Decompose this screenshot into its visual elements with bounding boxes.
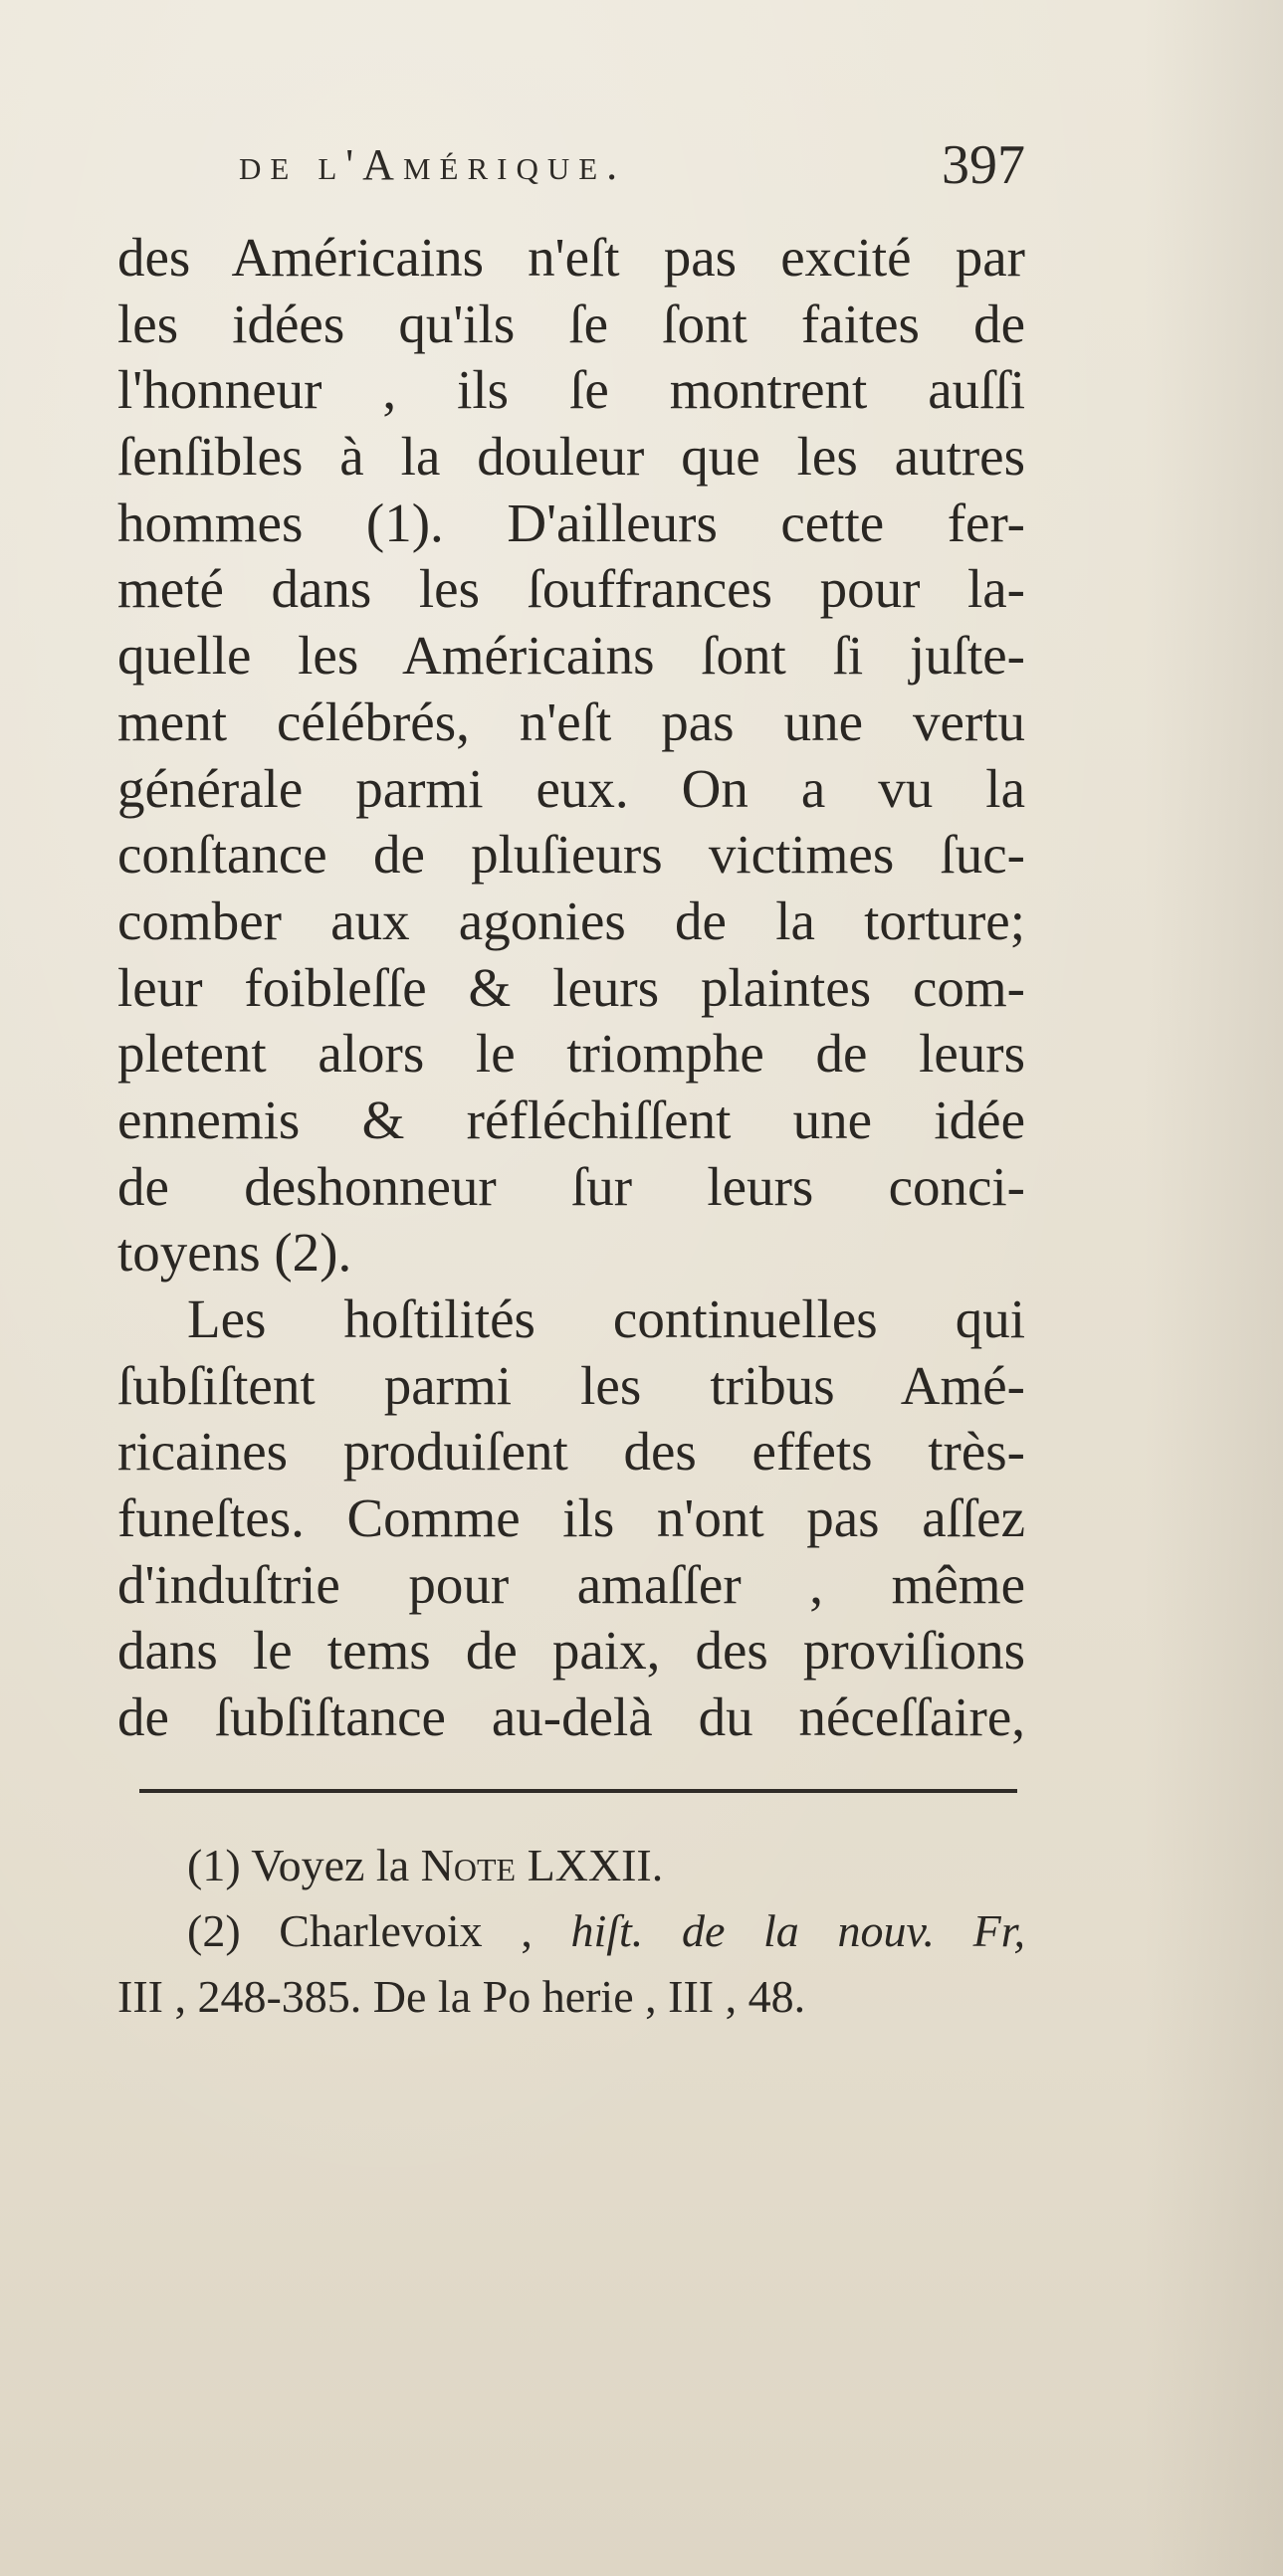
text-line: des Américains n'eſt pas excité par [117, 227, 1025, 288]
text-line: d'induſtrie pour amaſſer , même [117, 1553, 1025, 1615]
text-line: de ſubſiſtance au-delà du néceſſaire, [117, 1686, 1025, 1748]
footnote-1-prefix: (1) Voyez la [187, 1840, 421, 1890]
text-line: ſubſiſtent parmi les tribus Amé- [117, 1354, 1025, 1416]
footnote-divider [139, 1789, 1017, 1793]
page-header [239, 134, 1025, 209]
text-line: générale parmi eux. On a vu la [117, 757, 1025, 819]
text-line: dans le tems de paix, des proviſions [117, 1620, 1025, 1682]
footnote-2-title: hiſt. de la nouv. Fr, [570, 1905, 1025, 1956]
text-line: ment célébrés, n'eſt pas une vertu [117, 691, 1025, 752]
text-line: les idées qu'ils ſe ſont faites de [117, 293, 1025, 354]
text-line: leur foibleſſe & leurs plaintes com- [117, 956, 1025, 1018]
text-line: ſenſibles à la douleur que les autres [117, 426, 1025, 488]
footnote-1 [117, 1833, 1025, 1898]
body-text [117, 225, 1025, 1751]
text-line: funeſtes. Comme ils n'ont pas aſſez [117, 1487, 1025, 1549]
footnote-2-prefix: (2) Charlevoix , [187, 1905, 571, 1956]
footnote-1-note-word: Note [420, 1840, 517, 1890]
page-edge-shadow [1144, 0, 1283, 2576]
text-line: ricaines produiſent des effets très- [117, 1421, 1025, 1483]
text-line: comber aux agonies de la torture; [117, 890, 1025, 951]
text-line: conſtance de pluſieurs victimes ſuc- [117, 824, 1025, 886]
text-line: hommes (1). D'ailleurs cette fer- [117, 492, 1025, 553]
text-line: quelle les Américains ſont ſi juſte- [117, 625, 1025, 687]
text-line: toyens (2). [117, 1222, 352, 1284]
page-number: 397 [942, 134, 1025, 196]
footnotes [117, 1833, 1025, 2030]
text-line: meté dans les ſouffrances pour la- [117, 558, 1025, 620]
footnote-2 [117, 1898, 1025, 1964]
text-line: pletent alors le triomphe de leurs [117, 1023, 1025, 1085]
running-head: de l'Amérique. [239, 140, 627, 189]
paragraph-start-line: Les hoſtilités continuelles qui [187, 1288, 1025, 1349]
footnote-1-suffix: LXXII. [516, 1840, 664, 1890]
text-line: l'honneur , ils ſe montrent auſſi [117, 359, 1025, 421]
footnote-2-continuation: III , 248-385. De la Po herie , III , 48. [117, 1971, 806, 2022]
text-line: ennemis & réfléchiſſent une idée [117, 1089, 1025, 1150]
text-line: de deshonneur ſur leurs conci- [117, 1155, 1025, 1217]
